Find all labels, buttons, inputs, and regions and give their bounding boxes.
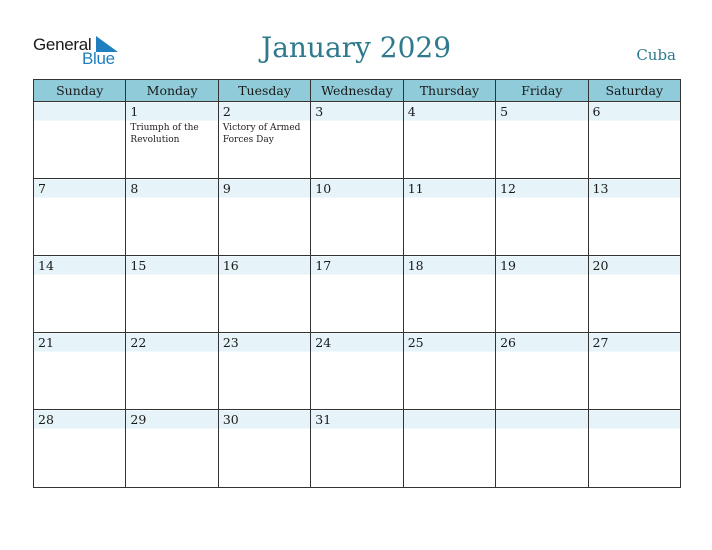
weekday-header: Tuesday	[218, 80, 310, 102]
logo-text-blue: Blue	[82, 49, 115, 68]
day-number: 2	[222, 104, 231, 119]
day-number: 27	[592, 335, 609, 350]
day-cell	[311, 102, 403, 179]
day-number: 3	[315, 104, 324, 119]
day-cell	[403, 333, 495, 410]
weekday-header: Thursday	[403, 80, 495, 102]
day-number: 7	[38, 181, 46, 196]
day-cell	[496, 410, 588, 488]
day-cell	[34, 410, 126, 488]
day-number: 19	[500, 258, 517, 273]
day-number: 13	[592, 181, 609, 196]
day-number	[404, 410, 495, 428]
day-cell	[126, 410, 218, 488]
week-row	[34, 410, 681, 488]
day-number: 20	[592, 258, 609, 273]
day-number: 14	[38, 258, 54, 273]
day-cell	[588, 179, 680, 256]
day-cell	[218, 410, 310, 488]
week-row	[34, 256, 681, 333]
day-cell	[311, 256, 403, 333]
day-number: 1	[130, 104, 139, 119]
weekday-header: Wednesday	[311, 80, 403, 102]
day-cell	[496, 102, 588, 179]
day-cell	[311, 333, 403, 410]
holiday-label: Triumph of the Revolution	[130, 123, 199, 145]
day-number: 22	[130, 335, 147, 350]
day-number: 9	[222, 181, 231, 196]
day-cell	[311, 179, 403, 256]
weekday-header-row	[34, 80, 681, 102]
day-number: 10	[315, 181, 332, 196]
day-cell	[126, 102, 218, 179]
day-number: 31	[315, 412, 332, 427]
day-cell	[588, 333, 680, 410]
day-cell	[311, 410, 403, 488]
day-cell	[403, 256, 495, 333]
day-cell	[403, 410, 495, 488]
day-number: 23	[222, 335, 239, 350]
day-number: 17	[315, 258, 332, 273]
day-number	[34, 102, 125, 120]
day-cell	[218, 333, 310, 410]
day-cell	[588, 256, 680, 333]
day-cell	[126, 333, 218, 410]
day-number	[589, 410, 680, 428]
weekday-header: Saturday	[588, 80, 680, 102]
logo-text-general: General	[33, 35, 92, 54]
week-row	[34, 179, 681, 256]
day-number: 28	[38, 412, 54, 427]
day-cell	[403, 102, 495, 179]
day-cell	[34, 333, 126, 410]
day-cell	[126, 256, 218, 333]
day-number: 8	[130, 181, 139, 196]
day-cell	[496, 179, 588, 256]
day-number: 4	[407, 104, 416, 119]
page-title: January 2029	[260, 31, 452, 64]
day-number: 16	[222, 258, 239, 273]
day-number: 5	[500, 104, 509, 119]
day-number: 12	[500, 181, 517, 196]
day-number: 25	[407, 335, 424, 350]
day-number: 11	[407, 181, 424, 196]
holiday-label: Victory of Armed Forces Day	[222, 123, 301, 145]
day-number: 30	[222, 412, 239, 427]
day-number: 24	[315, 335, 332, 350]
weekday-header: Sunday	[34, 80, 126, 102]
day-cell	[218, 179, 310, 256]
day-cell	[34, 102, 126, 179]
day-cell	[126, 179, 218, 256]
calendar-grid	[33, 79, 681, 488]
day-cell	[496, 333, 588, 410]
day-number: 18	[407, 258, 424, 273]
country-label: Cuba	[636, 46, 676, 64]
day-number: 26	[500, 335, 517, 350]
day-number: 29	[130, 412, 147, 427]
day-number: 15	[130, 258, 147, 273]
day-cell	[218, 102, 310, 179]
day-cell	[34, 256, 126, 333]
day-number: 21	[38, 335, 54, 350]
day-cell	[588, 410, 680, 488]
day-cell	[496, 256, 588, 333]
day-cell	[403, 179, 495, 256]
day-number	[496, 410, 587, 428]
day-cell	[218, 256, 310, 333]
weekday-header: Friday	[496, 80, 588, 102]
day-cell	[588, 102, 680, 179]
weekday-header: Monday	[126, 80, 218, 102]
day-cell	[34, 179, 126, 256]
day-number: 6	[592, 104, 601, 119]
week-row	[34, 333, 681, 410]
week-row	[34, 102, 681, 179]
